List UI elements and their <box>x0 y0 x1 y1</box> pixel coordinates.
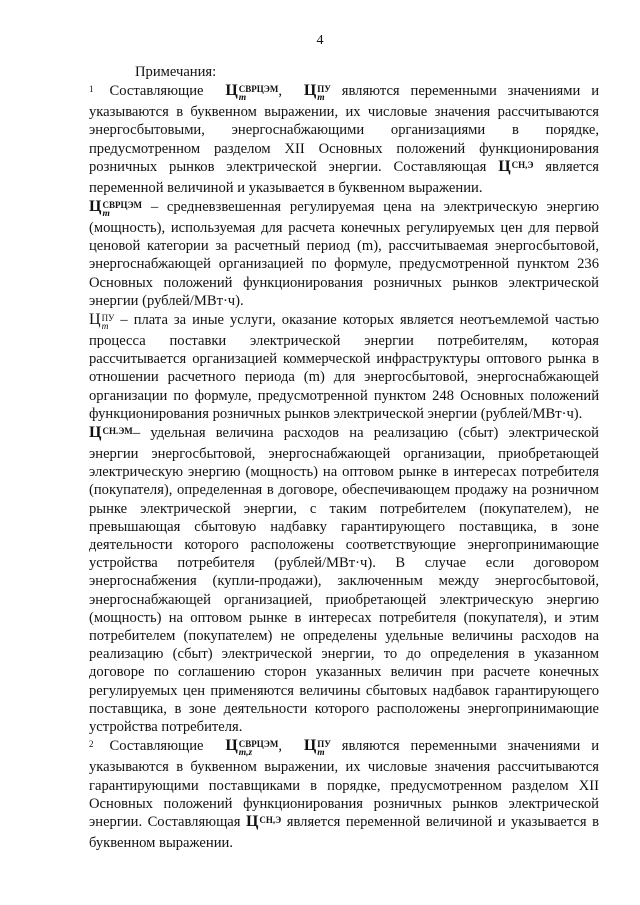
notes-title: Примечания: <box>135 64 217 80</box>
note-1-text-b: является переменной величиной и указывается в буквенном выражении. <box>89 158 599 196</box>
note-2-paragraph: $^2$ Составляющие Ц СВРЦЭМ m,z , Ц ПУ m являются переменными значениями и указываются в буквенном выражении, их числовые значения рассчитываются гарантирующими поставщиками в порядке, предусмотренном разделом XII Основных положений функционирования розничных рынков электрической энергии. Составляющая Ц СН,Э является переменной величиной и указывается в буквенном выражении. <box>89 737 600 851</box>
symbol-c-svrcem-m: Ц СВРЦЭМ m <box>89 198 143 220</box>
footnote-marker-2: 2 <box>89 739 94 750</box>
page-number: 4 <box>316 33 324 48</box>
symbol-c-snem: Ц СН.ЭМ <box>89 424 133 442</box>
symbol-c-sne: Ц СН,Э <box>245 812 282 830</box>
footnote-marker-1: 1 <box>89 84 94 95</box>
notes-section <box>89 63 599 852</box>
definition-snem-text: – удельная величина расходов на реализацию (сбыт) электрической энергии энергосбытовой, энергоснабжающей организации, приобретающей электрическую энергию (мощность) на оптовом рынке в интересах потребителя (покупателя), определенная в договоре, обеспечивающем продажу на розничном рынке электрической энергии, с таким потребителем (покупателем), не превышающая сбытовую надбавку гарантирующего поставщика, в зоне деятельности которого расположены соответствующие энергопринимающие устройства потребителя (рублей/МВт·ч). В случае если договором энергоснабжения (купли-продажи), заключенным между энергосбытовой, энергоснабжающей организацией, приобретающей электрическую энергию (мощность) на оптовом рынке в интересах потребителя (покупателя), и этим потребителем (покупателем) не определены удельные величины расходов на реализацию (сбыт) электрической энергии, то до определения в указанном договоре по соглашению сторон указанных величин при расчете конечных регулируемых цен применяются величины сбытовых надбавок гарантирующего поставщика, в зоне деятельности которого расположены энергопринимающие устройства потребителя. <box>89 425 599 736</box>
definition-pu <box>89 311 599 423</box>
note-2-text-a: являются переменными значениями и указываются в буквенном выражении, их числовые значения рассчитываются гарантирующими поставщиками в порядке, предусмотренном разделом XII Основных положений функционирования розничных рынков электрической энергии. Составляющая <box>89 738 600 830</box>
definition-snem <box>89 424 599 736</box>
note-1-lead: Составляющие <box>109 83 204 100</box>
note-1-paragraph: $^1$ Составляющие Ц СВРЦЭМ m , Ц ПУ m являются переменными значениями и указываются в буквенном выражении, их числовые значения рассчитываются энергосбытовыми, энергоснабжающими организациями в порядке, предусмотренном разделом XII Основных положений функционирования розничных рынков электрической энергии. Составляющая Ц СН,Э является переменной величиной и указывается в буквенном выражении. <box>89 82 600 196</box>
symbol-c-sne: Ц СН,Э <box>498 157 534 175</box>
definition-pu-text: – плата за иные услуги, оказание которых является неотъемлемой частью процесса поставки электрической энергии потребителям, которая рассчитывается организацией коммерческой инфраструктуры оптового рынка в отношении расчетного периода (m) для энергосбытовой, энергоснабжающей организации по формуле, предусмотренной пунктом 248 Основных положений функционирования розничных рынков электрической энергии (рублей/МВт·ч). <box>89 312 599 422</box>
symbol-c-svrcem-m: Ц СВРЦЭМ m <box>225 82 279 104</box>
note-1-text-a: являются переменными значениями и указываются в буквенном выражении, их числовые значения рассчитываются энергосбытовыми, энергоснабжающими организациями в порядке, предусмотренном разделом XII Основных положений функционирования розничных рынков электрической энергии. Составляющая <box>89 83 600 175</box>
symbol-c-pu-m: Ц ПУ m <box>303 82 331 104</box>
symbol-c-svrcem-mz: Ц СВРЦЭМ m,z <box>225 737 279 759</box>
symbol-c-pu-m: Ц ПУ m <box>303 737 331 759</box>
note-2-text-b: является переменной величиной и указывается в буквенном выражении. <box>89 813 599 851</box>
definition-svrcem <box>89 198 599 310</box>
symbol-c-pu-m: Ц ПУ m <box>89 311 115 333</box>
definition-svrcem-text: – средневзвешенная регулируемая цена на электрическую энергию (мощность), используемая для расчета конечных регулируемых цен для первой ценовой категории за расчетный период (m), рассчитываемая энергосбытовой, энергоснабжающей организацией по формуле, предусмотренной пунктом 236 Основных положений функционирования розничных рынков электрической энергии (рублей/МВт·ч). <box>89 199 599 309</box>
note-2-lead: Составляющие <box>109 738 204 755</box>
